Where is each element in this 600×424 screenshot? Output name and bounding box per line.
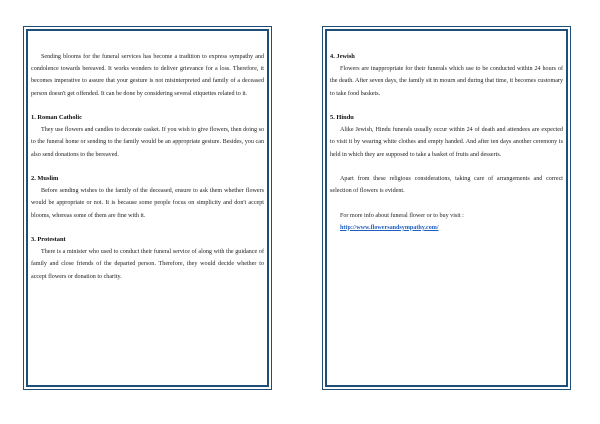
section-heading-muslim: 2. Muslim [31,175,59,182]
right-page-border [325,29,568,387]
section-body-muslim: Before sending wishes to the family of the deceased, ensure to ask them whether flowers would be appropriate or not. It is because some people focus on simplicity and don't accept blooms, whereas some of them are fine with it. [31,188,264,219]
section-body-protestant: There is a minister who used to conduct their funeral service of along with the guidance of family and close friends of the departed person. Therefore, they would decide whether to accept flowers or donation to charity. [31,249,264,280]
section-heading-jewish: 4. Jewish [330,53,355,60]
left-page [23,26,272,390]
closing-paragraph: Apart from these religious considerations, taking care of arrangements and correct selection of flowers is evident. [330,176,563,195]
section-heading-protestant: 3. Protestant [31,236,66,243]
website-link-line [330,222,563,234]
section-heading-hindu: 5. Hindu [330,114,354,121]
section-body-roman-catholic: They use flowers and candles to decorate casket. If you wish to give flowers, then doing so to the funeral home or sending to the family would be an appropriate gesture. Besides, you can also send donations to the bereaved. [31,127,264,158]
section-body-jewish: Flowers are inappropriate for their funerals which use to be conducted within 24 hours of the death. After seven days, the family sit in mourn and during that time, it becomes customary to take food baskets. [330,66,563,97]
more-info-text: For more info about funeral flower or to buy visit : [340,212,464,219]
section-heading-roman-catholic: 1. Roman Catholic [31,114,82,121]
intro-paragraph: Sending blooms for the funeral services has become a tradition to express sympathy and condolence towards bereaved. It works wonders to deliver grievance for a loss. Therefore, it becomes imperative to assure that your gesture is not misinterpreted and family of a deceased person doesn't get offended. It can be done by considering several etiquettes related to it. [31,54,264,97]
section-body-hindu: Alike Jewish, Hindu funerals usually occur within 24 of death and attendees are expected to visit it by wearing white clothes and empty handed. And after ten days another ceremony is held in which they are supposed to take a basket of fruits and desserts. [330,127,563,158]
right-page-content [330,51,563,234]
website-link[interactable]: http://www.flowersandsympathy.com/ [340,224,439,231]
left-page-border [26,29,269,387]
right-page [322,26,571,390]
left-page-content [31,51,264,283]
